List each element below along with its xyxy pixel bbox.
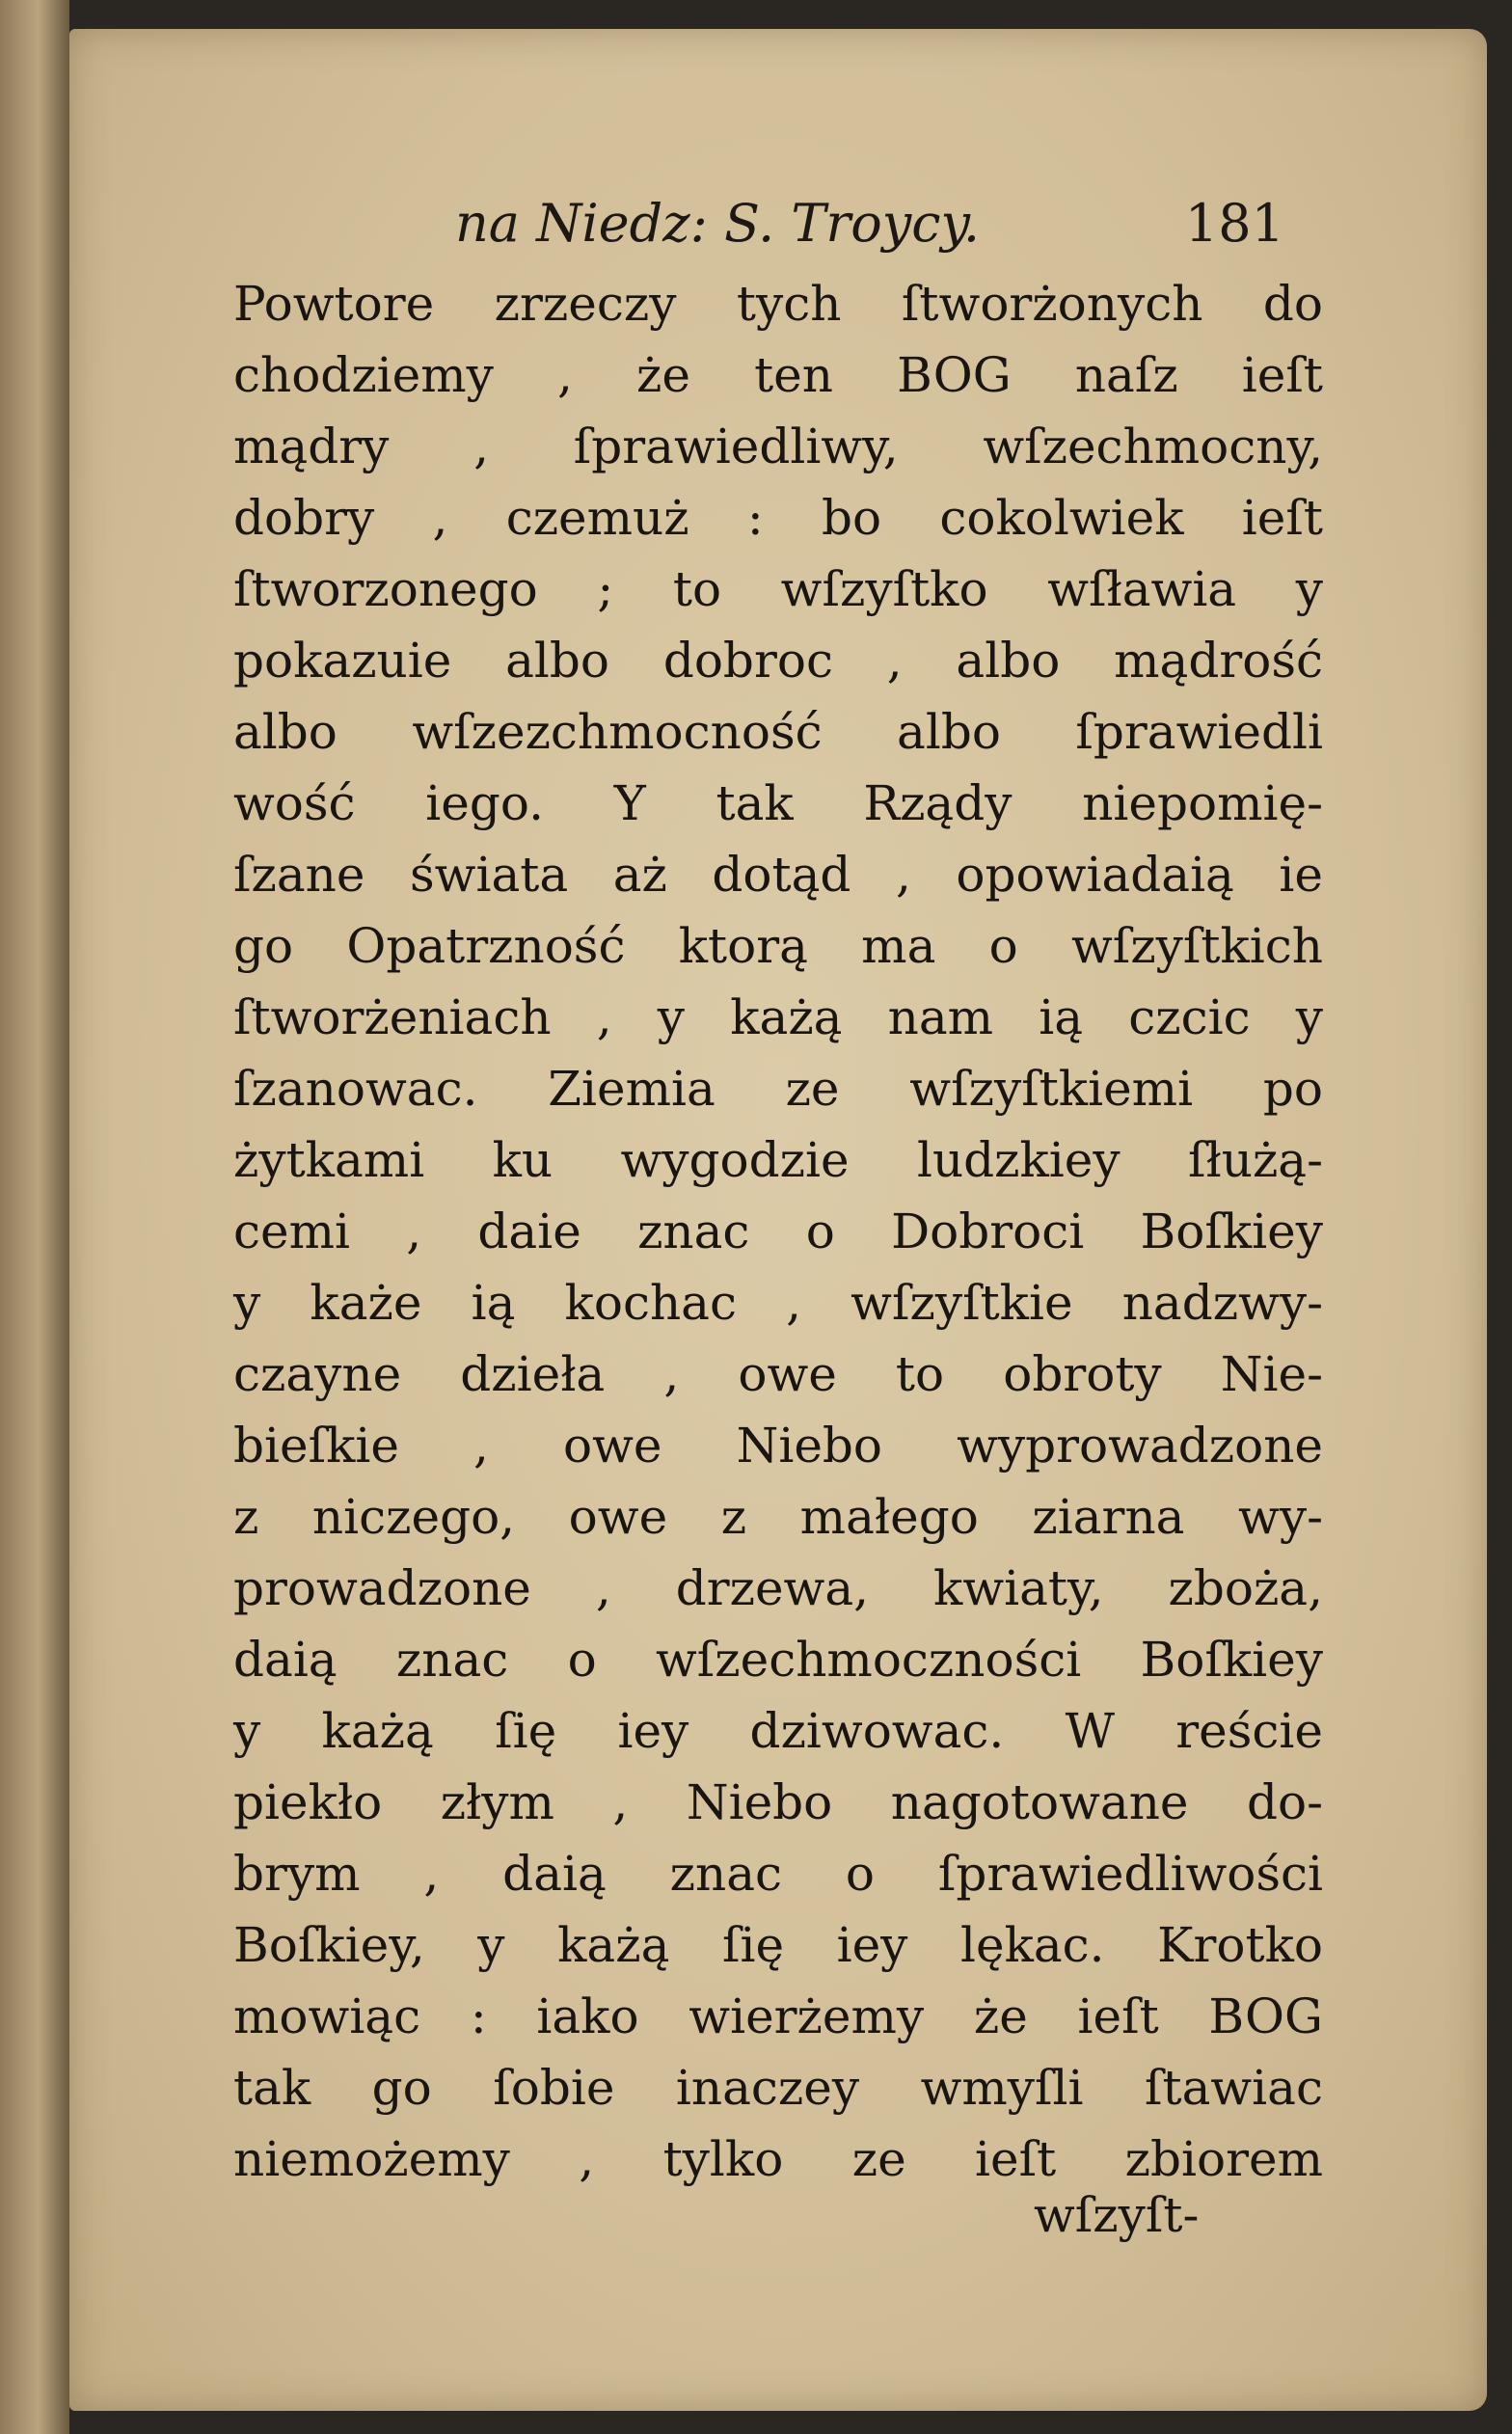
text-line: żytkami ku wygodzie ludzkiey ſłużą- — [233, 1132, 1323, 1188]
text-line: Boſkiey, y każą ſię iey lękac. Krotko — [233, 1917, 1323, 1973]
text-line: niemożemy , tylko ze ieſt zbiorem — [233, 2131, 1323, 2187]
text-line: czayne dzieła , owe to obroty Nie- — [233, 1346, 1323, 1402]
running-header — [455, 193, 1284, 270]
text-line: go Opatrzność ktorą ma o wſzyſtkich — [233, 918, 1323, 974]
text-line: brym , daią znac o ſprawiedliwości — [233, 1846, 1323, 1902]
text-line: ſtworżeniach , y każą nam ią czcic y — [233, 989, 1323, 1045]
text-line: mowiąc : iako wierżemy że ieſt BOG — [233, 1988, 1323, 2044]
text-line: ſtworzonego ; to wſzyſtko wſławia y — [233, 561, 1323, 617]
text-line: pokazuie albo dobroc , albo mądrość — [233, 633, 1323, 689]
text-line: y każą ſię iey dziwowac. W reście — [233, 1703, 1323, 1759]
page-number: 181 — [1184, 193, 1284, 254]
running-title: na Niedz: S. Troycy. — [455, 193, 980, 254]
text-line: mądry , ſprawiedliwy, wſzechmocny, — [233, 419, 1323, 474]
text-line: Powtore zrzeczy tych ſtworżonych do — [233, 276, 1323, 332]
text-line: ſzanowac. Ziemia ze wſzyſtkiemi po — [233, 1061, 1323, 1117]
text-line: piekło złym , Niebo nagotowane do- — [233, 1774, 1323, 1830]
text-line: wość iego. Y tak Rządy niepomię- — [233, 775, 1323, 831]
text-line: bieſkie , owe Niebo wyprowadzone — [233, 1418, 1323, 1474]
text-line: tak go ſobie inaczey wmyſli ſtawiac — [233, 2060, 1323, 2116]
text-line: daią znac o wſzechmoczności Boſkiey — [233, 1632, 1323, 1688]
text-line: albo wſzezchmocność albo ſprawiedli — [233, 704, 1323, 760]
catchword: wſzyſt- — [1034, 2187, 1200, 2243]
text-line: z niczego, owe z małego ziarna wy- — [233, 1489, 1323, 1545]
text-line: cemi , daie znac o Dobroci Boſkiey — [233, 1203, 1323, 1259]
text-line: dobry , czemuż : bo cokolwiek ieſt — [233, 490, 1323, 546]
text-line: prowadzone , drzewa, kwiaty, zboża, — [233, 1560, 1323, 1616]
text-line: chodziemy , że ten BOG naſz ieſt — [233, 347, 1323, 403]
text-line: ſzane świata aż dotąd , opowiadaią ie — [233, 847, 1323, 903]
text-line: y każe ią kochac , wſzyſtkie nadzwy- — [233, 1275, 1323, 1331]
book-gutter — [0, 0, 69, 2434]
book-page — [69, 29, 1487, 2411]
body-text — [233, 268, 1323, 2195]
